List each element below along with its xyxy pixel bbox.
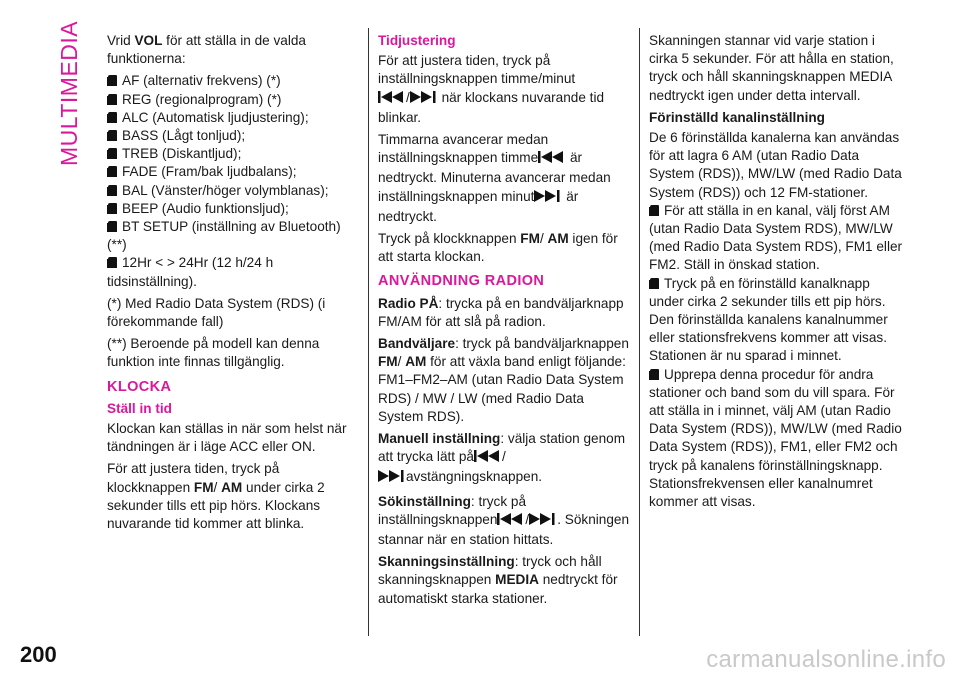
footnote-model: (**) Beroende på modell kan denna funktion inte finnas tillgänglig. <box>107 336 320 370</box>
settings-list-item: ALC (Automatisk ljudjustering); <box>107 109 359 127</box>
settings-list-item: BEEP (Audio funktionsljud); <box>107 200 359 218</box>
paragraph-vol: Vrid VOL för att ställa in de valda funktionerna: <box>107 33 306 67</box>
settings-list-item: AF (alternativ frekvens) (*) <box>107 72 359 90</box>
column-divider-left <box>368 28 369 636</box>
bullet-icon <box>107 185 118 196</box>
bullet-icon <box>107 221 118 232</box>
bullet-icon <box>107 203 118 214</box>
paragraph-timmar: Timmarna avancerar medan inställningsknappen timme är nedtryckt. Minuterna avancerar medan inställningsknappen minut är nedtryckt. <box>378 132 611 224</box>
paragraph-bandvaljare: Bandväljare: tryck på bandväljarknappen FM/ AM för att växla band enligt följande: FM1–FM2–AM (utan Radio Data System RDS) / MW / LW (med Radio Data System RDS). <box>378 336 629 424</box>
settings-list-item: 12Hr < > 24Hr (12 h/24 h tidsinställning). <box>107 255 274 289</box>
bullet-item: För att ställa in en kanal, välj först AM (utan Radio Data System RDS), MW/LW (med Radio Data System RDS), FM1 eller FM2. Ställ in önskad station. <box>649 202 903 273</box>
bullet-item: Upprepa denna procedur för andra stationer och band som du vill spara. För att ställa in i minnet, välj AM (utan Radio Data System (RDS)), MW/LW (med Radio Data System (RDS)), FM1, eller FM2 och tryck på kanalens förinställningsknapp. <box>649 366 902 473</box>
paragraph-sokinstallning: Sökinställning: tryck på inställningsknappen / . Sökningen stannar när en station hittats. <box>378 493 630 548</box>
seek-back-icon <box>474 449 502 468</box>
paragraph-forinstallda: De 6 förinställda kanalerna kan användas för att lagra 6 AM (utan Radio Data System (RDS)), MW/LW (med Radio Data System (RDS)) och 12 FM-stationer. <box>649 130 902 200</box>
column-divider-right <box>639 28 640 636</box>
bullet-icon <box>649 205 660 216</box>
settings-list-item: REG (regionalprogram) (*) <box>107 91 359 109</box>
heading-anvandning-radion: ANVÄNDNING RADION <box>378 273 545 290</box>
seek-back-icon <box>538 150 566 169</box>
bullet-icon <box>107 130 118 141</box>
seek-forward-icon <box>529 512 557 531</box>
page-number: 200 <box>20 642 57 667</box>
heading-klocka: KLOCKA <box>107 378 172 395</box>
paragraph-tidjustering: För att justera tiden, tryck på inställningsknappen timme/minut / när klockans nuvarande tid blinkar. <box>378 53 605 125</box>
seek-back-icon <box>497 512 525 531</box>
bullet-icon <box>649 369 660 380</box>
heading-forinstalld: Förinställd kanalinställning <box>649 109 825 125</box>
column-2 <box>378 32 632 612</box>
paragraph-stationsfrekvens: Stationsfrekvensen eller kanalnumret kommer att visas. <box>649 475 873 510</box>
column-1 <box>107 32 359 537</box>
bullet-item: Tryck på en förinställd kanalknapp under cirka 2 sekunder tills ett pip hörs. Den förinställda kanalens kanalnummer eller stationsfrekvens kommer att visas. Stationen är nu sparad i minnet. <box>649 275 888 364</box>
paragraph-skanning: Skanningsinställning: tryck och håll skanningsknappen MEDIA nedtryckt för automatiskt starka stationer. <box>378 554 618 606</box>
paragraph-radio-pa: Radio PÅ: trycka på en bandväljarknapp FM/AM för att slå på radion. <box>378 295 624 329</box>
paragraph-stall: Klockan kan ställas in när som helst när tändningen är i läge ACC eller ON. <box>107 421 347 455</box>
paragraph-skanningen-stannar: Skanningen stannar vid varje station i cirka 5 sekunder. För att hålla en station, tryck och håll skanningsknappen MEDIA nedtryckt igen under detta intervall. <box>649 33 894 103</box>
settings-list-item: TREB (Diskantljud); <box>107 145 359 163</box>
bullet-icon <box>649 278 660 289</box>
subheading-tidjustering: Tidjustering <box>378 33 456 48</box>
bullet-icon <box>107 257 118 268</box>
subheading-stall-in-tid: Ställ in tid <box>107 400 172 416</box>
settings-list-item: FADE (Fram/bak ljudbalans); <box>107 163 359 181</box>
bullet-icon <box>107 75 118 86</box>
paragraph-starta-klockan: Tryck på klockknappen FM/ AM igen för att starta klockan. <box>378 231 618 265</box>
seek-back-icon <box>378 90 406 109</box>
settings-list <box>107 72 359 290</box>
seek-forward-icon <box>378 469 406 488</box>
watermark: carmanualsonline.info <box>706 646 946 673</box>
footnote-rds: (*) Med Radio Data System (RDS) (i förekommande fall) <box>107 295 326 330</box>
section-side-label: MULTIMEDIA <box>56 20 82 166</box>
paragraph-manuell: Manuell inställning: välja station genom att trycka lätt på / avstängningsknappen. <box>378 430 632 489</box>
paragraph-justera: För att justera tiden, tryck på klockknappen FM/ AM under cirka 2 sekunder tills ett pip hörs. Klockans nuvarande tid kommer att blinka. <box>107 461 325 532</box>
bullet-icon <box>107 94 118 105</box>
seek-forward-icon <box>410 90 438 109</box>
settings-list-item: BAL (Vänster/höger volymblanas); <box>107 182 359 200</box>
seek-forward-icon <box>534 189 562 208</box>
bullet-icon <box>107 148 118 159</box>
bullet-icon <box>107 112 118 123</box>
bullet-icon <box>107 166 118 177</box>
settings-list-item: BT SETUP (inställning av Bluetooth) (**) <box>107 219 341 253</box>
settings-list-item: BASS (Lågt tonljud); <box>107 127 359 145</box>
column-3 <box>649 32 907 515</box>
